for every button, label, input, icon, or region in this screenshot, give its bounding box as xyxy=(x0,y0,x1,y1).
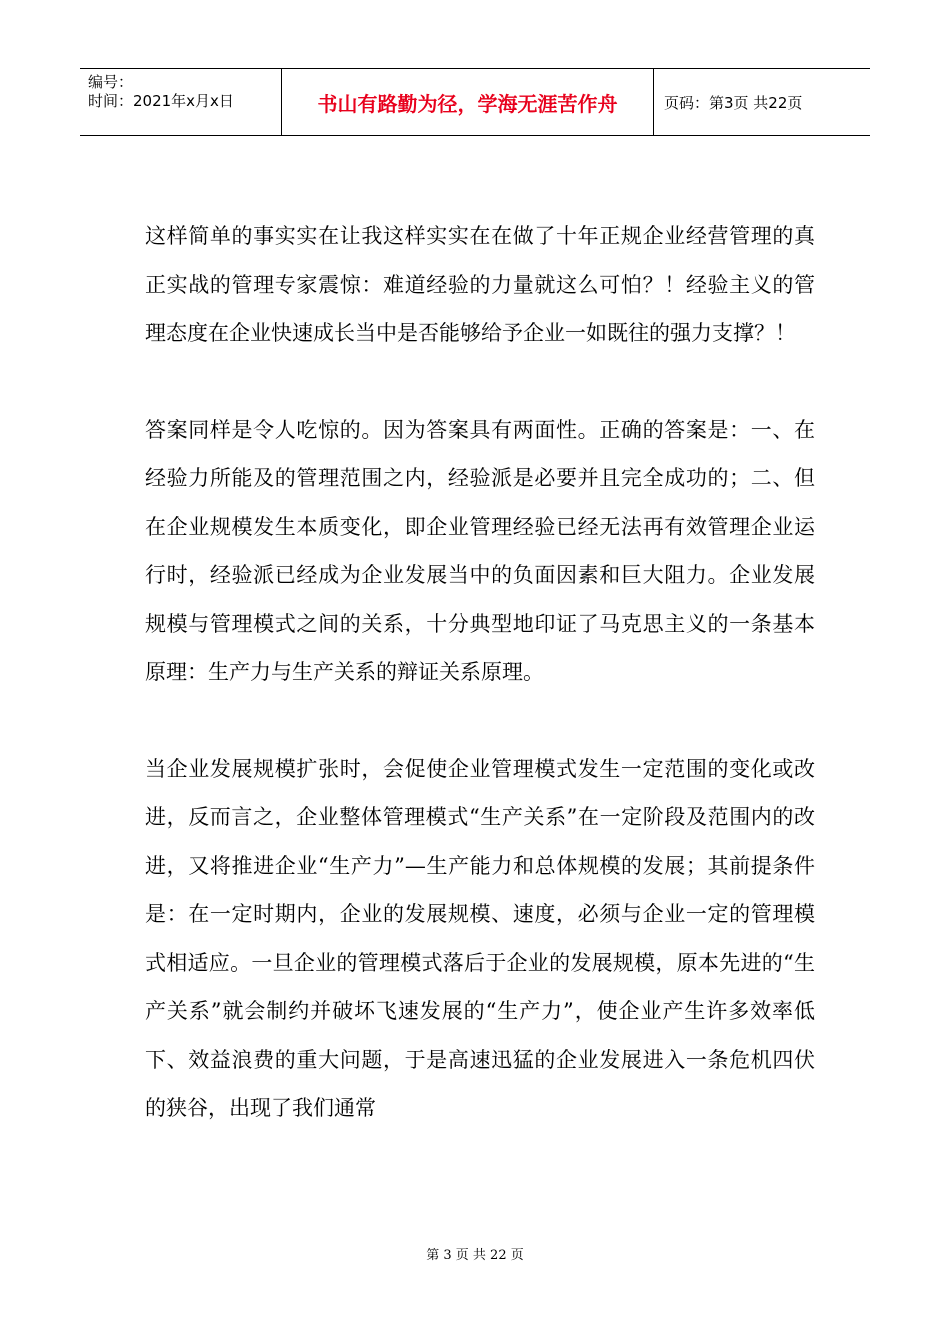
document-body xyxy=(145,212,815,1181)
document-number-label: 编号： xyxy=(88,73,134,91)
document-date: 时间：2021年x月x日 xyxy=(88,92,234,110)
paragraph-2: 答案同样是令人吃惊的。因为答案具有两面性。正确的答案是：一、在经验力所能及的管理范围之内，经验派是必要并且完全成功的；二、但在企业规模发生本质变化，即企业管理经验已经无法再有效管理企业运行时，经验派已经成为企业发展当中的负面因素和巨大阻力。企业发展规模与管理模式之间的关系，十分典型地印证了马克思主义的一条基本原理：生产力与生产关系的辩证关系原理。 xyxy=(145,417,815,684)
paragraph-1: 这样简单的事实实在让我这样实实在在做了十年正规企业经营管理的真正实战的管理专家震惊：难道经验的力量就这么可怕？！经验主义的管理态度在企业快速成长当中是否能够给予企业一如既往的强力支撑？！ xyxy=(145,224,815,345)
page-footer: 第 3 页 共 22 页 xyxy=(426,1248,524,1263)
page-header xyxy=(80,68,870,136)
paragraph-3: 当企业发展规模扩张时，会促使企业管理模式发生一定范围的变化或改进，反而言之，企业整体管理模式“生产关系”在一定阶段及范围内的改进，又将推进企业“生产力”—生产能力和总体规模的发展；其前提条件是：在一定时期内，企业的发展规模、速度，必须与企业一定的管理模式相适应。一旦企业的管理模式落后于企业的发展规模，原本先进的“生产关系”就会制约并破坏飞速发展的“生产力”，使企业产生许多效率低下、效益浪费的重大问题，于是高速迅猛的企业发展进入一条危机四伏的狭谷，出现了我们通常 xyxy=(145,756,815,1120)
header-motto: 书山有路勤为径，学海无涯苦作舟 xyxy=(282,69,654,135)
header-meta xyxy=(80,69,282,135)
header-page-info: 页码：第3页 共22页 xyxy=(664,93,803,112)
